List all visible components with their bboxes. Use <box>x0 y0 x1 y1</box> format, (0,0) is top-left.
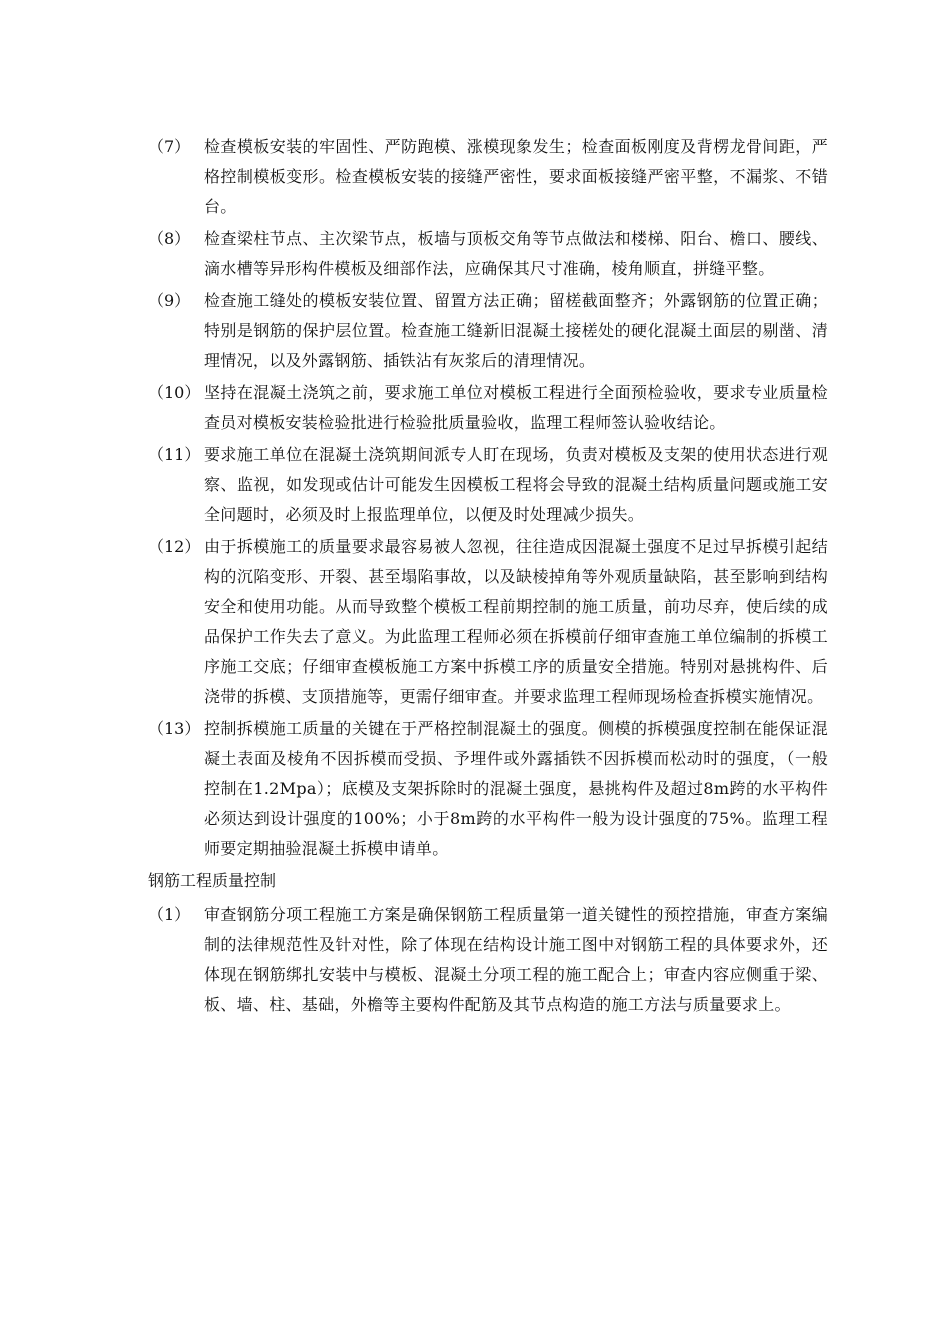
list-item-text: 要求施工单位在混凝土浇筑期间派专人盯在现场，负责对模板及支架的使用状态进行观察、监视，如发现或估计可能发生因模板工程将会导致的混凝土结构质量问题或施工安全问题时，必须及时上报监理单位，以便及时处理减少损失。 <box>204 445 828 524</box>
list-item-11 <box>148 440 828 530</box>
list-item-text: 控制拆模施工质量的关键在于严格控制混凝土的强度。侧模的拆模强度控制在能保证混凝土表面及棱角不因拆模而受损、予埋件或外露插铁不因拆模而松动时的强度，（一般控制在1.2Mpa）；底模及支架拆除时的混凝土强度，悬挑构件及超过8m跨的水平构件必须达到设计强度的100%；小于8m跨的水平构件一般为设计强度的75%。监理工程师要定期抽验混凝土拆模申请单。 <box>204 719 828 858</box>
list-item-number: （1） <box>148 905 191 924</box>
list-item-8 <box>148 224 828 284</box>
list-item-number: （9） <box>148 291 191 310</box>
list-item-number: （11） <box>148 445 201 464</box>
list-item-text: 检查模板安装的牢固性、严防跑模、涨模现象发生；检查面板刚度及背楞龙骨间距，严格控制模板变形。检查模板安装的接缝严密性，要求面板接缝严密平整，不漏浆、不错台。 <box>204 137 828 216</box>
document-body <box>148 132 828 1022</box>
list-item-text: 坚持在混凝土浇筑之前，要求施工单位对模板工程进行全面预检验收，要求专业质量检查员对模板安装检验批进行检验批质量验收，监理工程师签认验收结论。 <box>204 383 828 432</box>
list-item-12 <box>148 532 828 712</box>
list-item-text: 检查施工缝处的模板安装位置、留置方法正确；留槎截面整齐；外露钢筋的位置正确；特别是钢筋的保护层位置。检查施工缝新旧混凝土接槎处的硬化混凝土面层的剔凿、清理情况，以及外露钢筋、插铁沾有灰浆后的清理情况。 <box>204 291 828 370</box>
list-item-text: 审查钢筋分项工程施工方案是确保钢筋工程质量第一道关键性的预控措施，审查方案编制的法律规范性及针对性，除了体现在结构设计施工图中对钢筋工程的具体要求外，还体现在钢筋绑扎安装中与模板、混凝土分项工程的施工配合上；审查内容应侧重于梁、板、墙、柱、基础，外檐等主要构件配筋及其节点构造的施工方法与质量要求上。 <box>204 905 828 1014</box>
list-item-number: （12） <box>148 537 201 556</box>
list-item-number: （13） <box>148 719 201 738</box>
list-item-number: （7） <box>148 137 191 156</box>
list-item-text: 检查梁柱节点、主次梁节点，板墙与顶板交角等节点做法和楼梯、阳台、檐口、腰线、滴水槽等异形构件模板及细部作法，应确保其尺寸准确，棱角顺直，拼缝平整。 <box>204 229 828 278</box>
rebar-list-item-1 <box>148 900 828 1020</box>
list-item-13 <box>148 714 828 864</box>
list-item-number: （10） <box>148 383 201 402</box>
list-item-10 <box>148 378 828 438</box>
list-item-9 <box>148 286 828 376</box>
section-heading: 钢筋工程质量控制 <box>148 871 277 890</box>
list-item-number: （8） <box>148 229 191 248</box>
list-item-text: 由于拆模施工的质量要求最容易被人忽视，往往造成因混凝土强度不足过早拆模引起结构的沉陷变形、开裂、甚至塌陷事故，以及缺棱掉角等外观质量缺陷，甚至影响到结构安全和使用功能。从而导致整个模板工程前期控制的施工质量，前功尽弃，使后续的成品保护工作失去了意义。为此监理工程师必须在拆模前仔细审查施工单位编制的拆模工序施工交底；仔细审查模板施工方案中拆模工序的质量安全措施。特别对悬挑构件、后浇带的拆模、支顶措施等，更需仔细审查。并要求监理工程师现场检查拆模实施情况。 <box>204 537 828 706</box>
list-item-7 <box>148 132 828 222</box>
